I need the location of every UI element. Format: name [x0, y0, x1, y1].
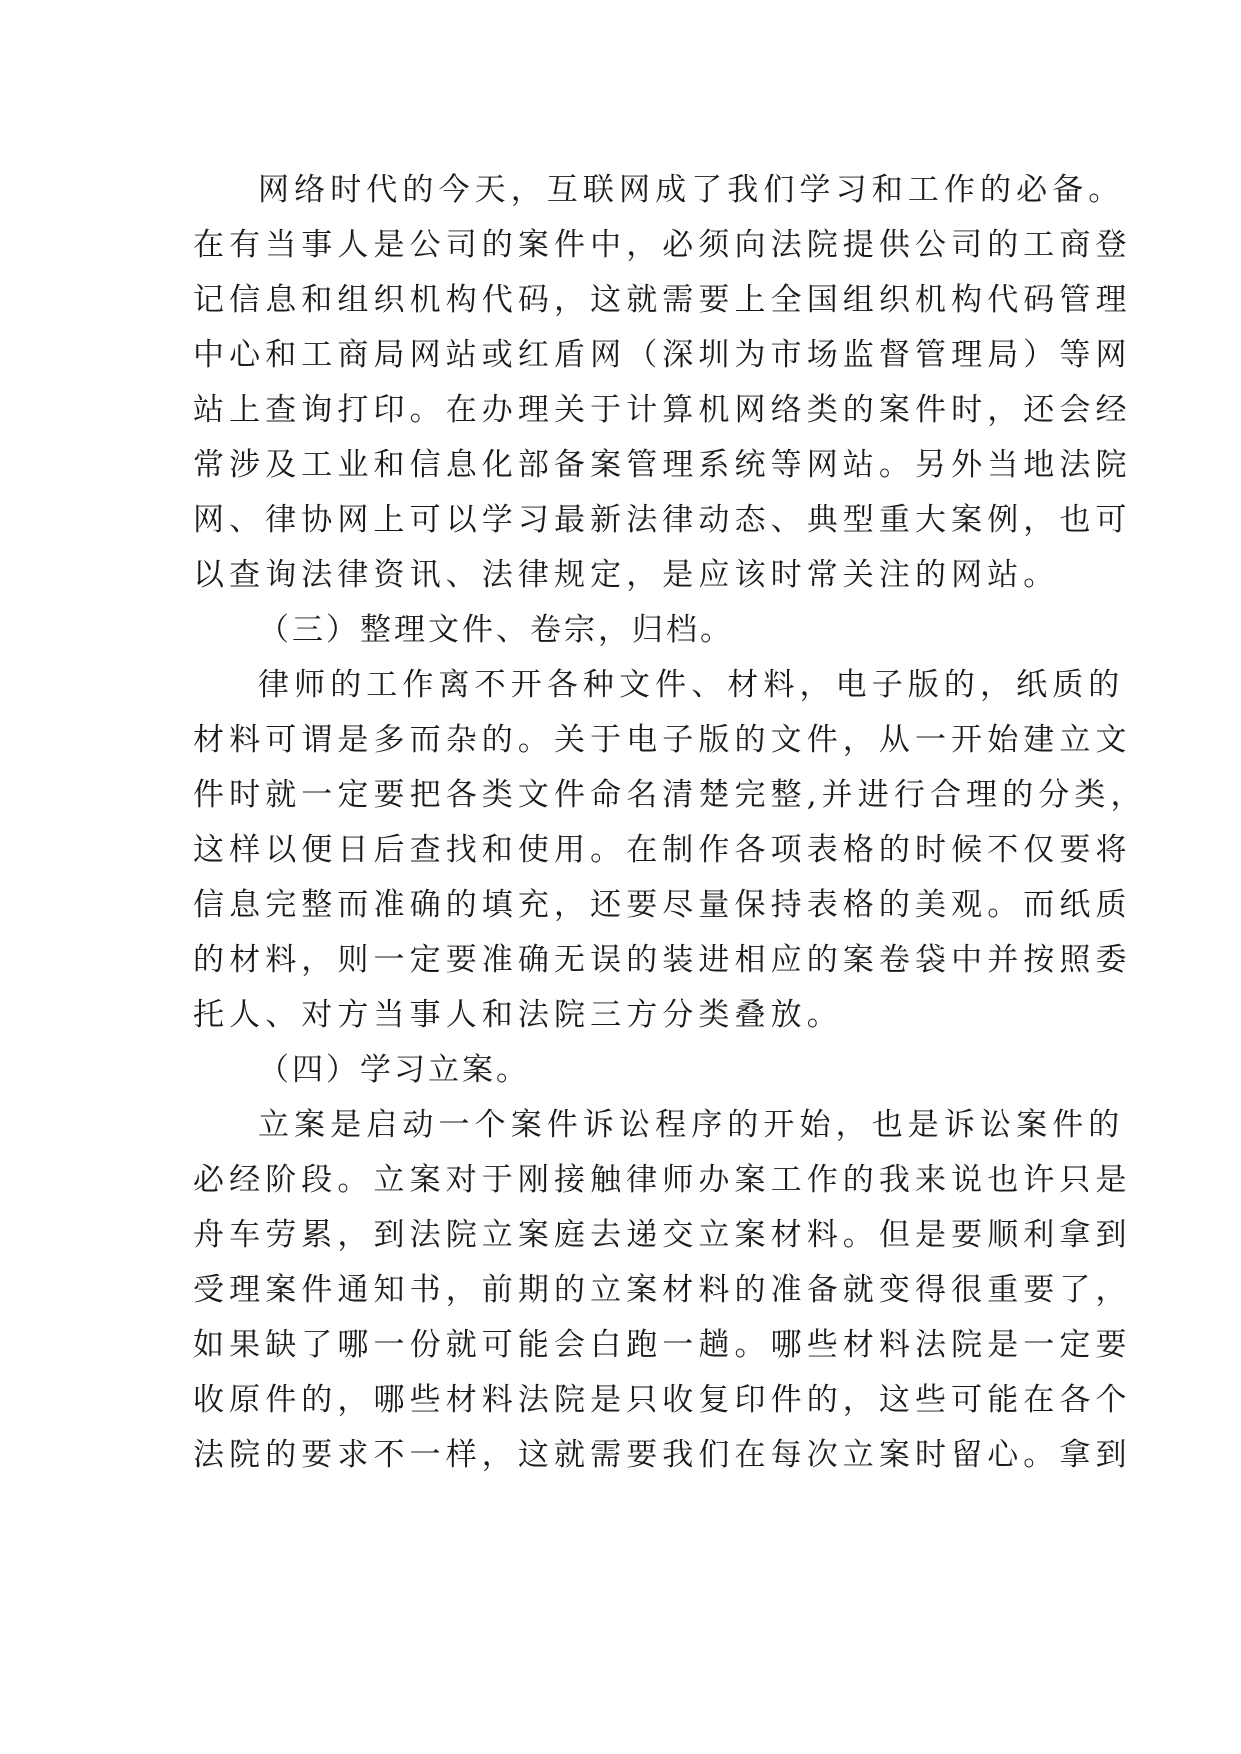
paragraph-line: 件时就一定要把各类文件命名清楚完整,并进行合理的分类， — [193, 777, 1147, 813]
paragraph-line: 站上查询打印。在办理关于计算机网络类的案件时，还会经 — [193, 392, 1132, 428]
paragraph-line: 中心和工商局网站或红盾网（深圳为市场监督管理局）等网 — [193, 337, 1132, 373]
section-heading: （三）整理文件、卷宗，归档。 — [258, 612, 734, 648]
paragraph-line: 常涉及工业和信息化部备案管理系统等网站。另外当地法院 — [193, 447, 1132, 483]
paragraph-line: 网络时代的今天，互联网成了我们学习和工作的必备。 — [258, 172, 1125, 208]
section-heading: （四）学习立案。 — [258, 1052, 530, 1088]
paragraph-line: 必经阶段。立案对于刚接触律师办案工作的我来说也许只是 — [193, 1162, 1132, 1198]
paragraph-line: 收原件的，哪些材料法院是只收复印件的，这些可能在各个 — [193, 1382, 1132, 1418]
paragraph-line: 舟车劳累，到法院立案庭去递交立案材料。但是要顺利拿到 — [193, 1217, 1132, 1253]
paragraph-line: 如果缺了哪一份就可能会白跑一趟。哪些材料法院是一定要 — [193, 1327, 1132, 1363]
paragraph-line: 网、律协网上可以学习最新法律动态、典型重大案例，也可 — [193, 502, 1132, 538]
paragraph-line: 信息完整而准确的填充，还要尽量保持表格的美观。而纸质 — [193, 887, 1132, 923]
paragraph-line: 律师的工作离不开各种文件、材料，电子版的，纸质的 — [258, 667, 1125, 703]
paragraph-line: 材料可谓是多而杂的。关于电子版的文件，从一开始建立文 — [193, 722, 1132, 758]
paragraph-line: 的材料，则一定要准确无误的装进相应的案卷袋中并按照委 — [193, 942, 1132, 978]
paragraph-line: 立案是启动一个案件诉讼程序的开始，也是诉讼案件的 — [258, 1107, 1125, 1143]
paragraph-line: 在有当事人是公司的案件中，必须向法院提供公司的工商登 — [193, 227, 1132, 263]
paragraph-line: 托人、对方当事人和法院三方分类叠放。 — [193, 997, 843, 1033]
paragraph-line: 记信息和组织机构代码，这就需要上全国组织机构代码管理 — [193, 282, 1132, 318]
paragraph-line: 受理案件通知书，前期的立案材料的准备就变得很重要了， — [193, 1272, 1132, 1308]
paragraph-line: 这样以便日后查找和使用。在制作各项表格的时候不仅要将 — [193, 832, 1132, 868]
paragraph-line: 以查询法律资讯、法律规定，是应该时常关注的网站。 — [193, 557, 1060, 593]
paragraph-line: 法院的要求不一样，这就需要我们在每次立案时留心。拿到 — [193, 1437, 1132, 1473]
